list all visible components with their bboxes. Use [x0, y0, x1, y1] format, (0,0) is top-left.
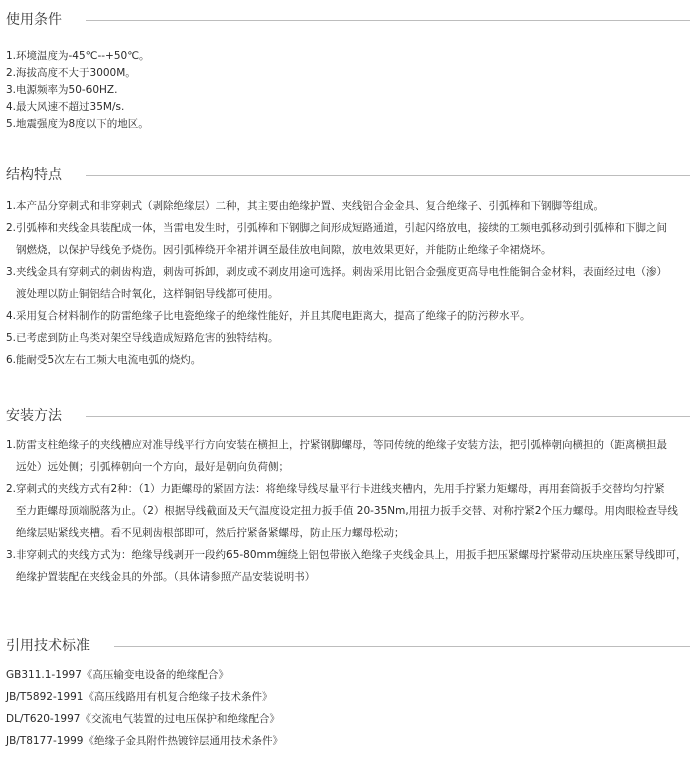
paragraph-line: 钢燃烧，以保护导线免予烧伤。因引弧棒绕开伞裙并调至最佳放电间隙，放电效果更好，并能防止绝缘子伞裙烧坏。	[16, 244, 552, 256]
standards-list	[6, 664, 690, 752]
installation-header	[6, 404, 690, 426]
paragraph-line: 3.非穿刺式的夹线方式为：绝缘导线剥开一段约65-80mm缠绕上铝包带嵌入绝缘子夹线金具上，用扳手把压紧螺母拧紧带动压块座压紧导线即可，	[6, 549, 687, 561]
paragraph-line: 渡处理以防止铜铝结合时氧化，这样铜铝导线都可使用。	[16, 288, 279, 300]
installation-section	[6, 404, 690, 588]
paragraph-line: 远处）远处侧；引弧棒朝向一个方向，最好是朝向负荷侧；	[16, 461, 289, 473]
paragraph-line: 绝缘层贴紧线夹槽。看不见刺齿根部即可，然后拧紧备紧螺母，防止压力螺母松动；	[16, 527, 405, 539]
paragraph-line: 2.穿刺式的夹线方式有2种：（1）力距螺母的紧固方法：将绝缘导线尽量平行卡进线夹槽内，先用手拧紧力矩螺母，再用套筒扳手交替均匀拧紧	[6, 483, 665, 495]
header-divider	[86, 416, 690, 417]
features-title: 结构特点	[6, 167, 62, 183]
installation-body	[6, 434, 690, 588]
list-item: 2.海拔高度不大于3000M。	[6, 67, 136, 79]
paragraph-line: 3.夹线金具有穿刺式的刺齿构造，刺齿可拆卸，剥皮或不剥皮用途可选择。刺齿采用比铝合金强度更高导电性能铜合金材料，表面经过电（渗）	[6, 266, 668, 278]
paragraph-line: 4.采用复合材料制作的防雷绝缘子比电瓷绝缘子的绝缘性能好，并且其爬电距离大，提高了绝缘子的防污秽水平。	[6, 310, 531, 322]
paragraph-line: 绝缘护置装配在夹线金具的外部。（具体请参照产品安装说明书）	[16, 571, 316, 583]
features-header	[6, 163, 690, 185]
conditions-section	[6, 8, 690, 133]
conditions-list	[6, 48, 690, 133]
paragraph-line: 至力距螺母顶端脱落为止。（2）根据导线截面及天气温度设定扭力扳手值 20-35Nm,用扭力扳手交替、对称拧紧2个压力螺母。用肉眼检查导线	[16, 505, 678, 517]
paragraph-line: 1.防雷支柱绝缘子的夹线槽应对准导线平行方向安装在横担上，拧紧钢脚螺母，等同传统的绝缘子安装方法，把引弧棒朝向横担的（距离横担最	[6, 439, 668, 451]
paragraph-line: 6.能耐受5次左右工频大电流电弧的烧灼。	[6, 354, 202, 366]
features-section	[6, 163, 690, 371]
installation-title: 安装方法	[6, 408, 62, 424]
list-item: GB311.1-1997《高压输变电设备的绝缘配合》	[6, 669, 229, 681]
standards-title: 引用技术标准	[6, 638, 90, 654]
header-divider	[86, 20, 690, 21]
paragraph-line: 2.引弧棒和夹线金具装配成一体，当雷电发生时，引弧棒和下钢脚之间形成短路通道，引起闪络放电，接续的工频电弧移动到引弧棒和下脚之间	[6, 222, 668, 234]
paragraph-line: 5.已考虑到防止鸟类对架空导线造成短路危害的独特结构。	[6, 332, 279, 344]
conditions-header	[6, 8, 690, 30]
paragraph-line: 1.本产品分穿刺式和非穿刺式（剥除绝缘层）二种，其主要由绝缘护置、夹线铝合金金具、复合绝缘子、引弧棒和下钢脚等组成。	[6, 200, 605, 212]
header-divider	[114, 646, 690, 647]
header-divider	[86, 175, 690, 176]
list-item: DL/T620-1997《交流电气装置的过电压保护和绝缘配合》	[6, 713, 280, 725]
list-item: 5.地震强度为8度以下的地区。	[6, 118, 149, 130]
list-item: JB/T5892-1991《高压线路用有机复合绝缘子技术条件》	[6, 691, 273, 703]
list-item: 1.环境温度为-45℃--+50℃。	[6, 50, 150, 62]
standards-header	[6, 634, 690, 656]
conditions-title: 使用条件	[6, 12, 62, 28]
standards-section	[6, 634, 690, 752]
list-item: JB/T8177-1999《绝缘子金具附件热镀锌层通用技术条件》	[6, 735, 283, 747]
list-item: 3.电源频率为50-60HZ.	[6, 84, 118, 96]
list-item: 4.最大风速不超过35M/s.	[6, 101, 125, 113]
features-body	[6, 195, 690, 371]
